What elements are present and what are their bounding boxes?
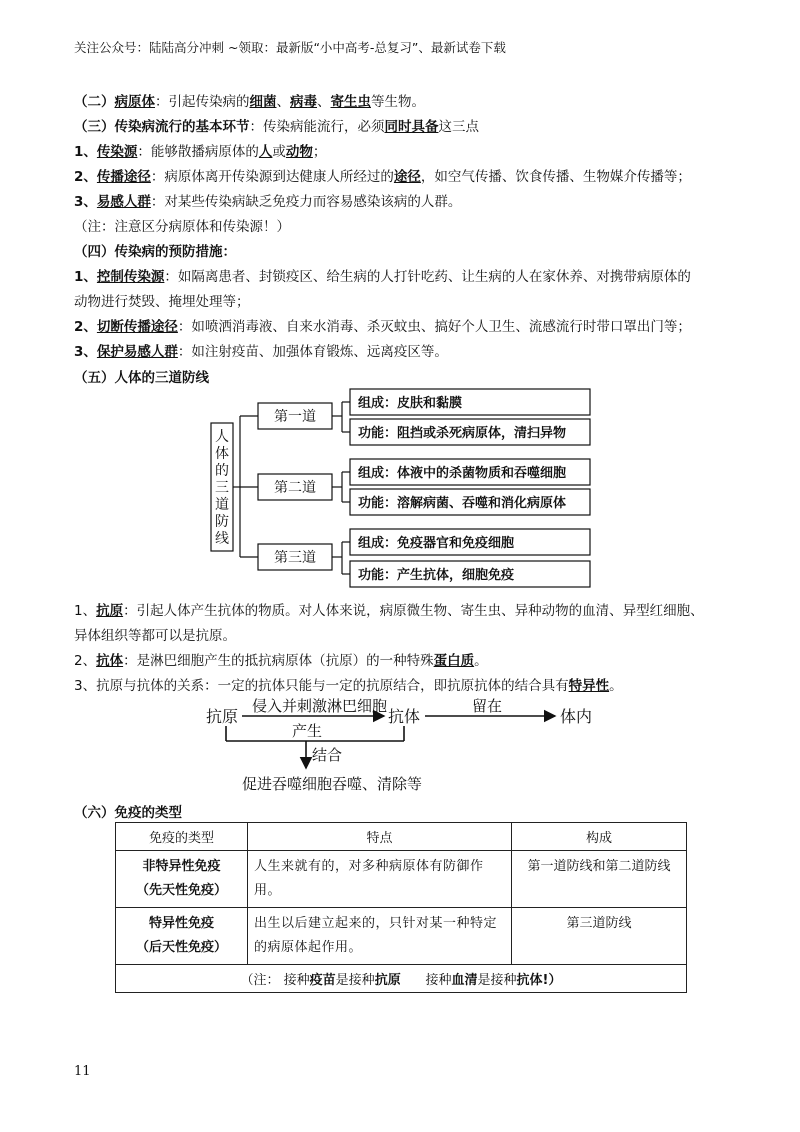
second-line-function: 功能：溶解病菌、吞噬和消化病原体 — [358, 496, 567, 511]
root-char: 线 — [215, 531, 229, 547]
flow-produce: 产生 — [292, 722, 323, 740]
first-line-function: 功能：阻挡或杀死病原体，清扫异物 — [358, 426, 567, 441]
keyword: 人 — [258, 144, 273, 160]
root-char: 体 — [215, 446, 229, 462]
text: 、 — [317, 94, 331, 110]
text: ：引起人体产生抗体的物质。对人体来说，病原微生物、寄生虫、异种动物的血清、异型红细胞、 — [123, 603, 704, 619]
term: 控制传染源 — [96, 269, 165, 285]
type-alias: （后天性免疫） — [135, 940, 227, 955]
term: 抗体 — [96, 653, 124, 669]
text: ：是淋巴细胞产生的抵抗病原体（抗原）的一种特殊 — [123, 653, 434, 669]
table-header: 免疫的类型 — [116, 823, 248, 851]
text: ：对某些传染病缺乏免疫力而容易感染该病的人群。 — [150, 194, 462, 210]
keyword: 抗原 — [374, 973, 401, 988]
table-header-row — [116, 823, 687, 851]
keyword: 抗体 — [516, 973, 543, 988]
item-number: 3、 — [74, 194, 97, 210]
table-note-row — [116, 965, 687, 993]
text: 这三点 — [438, 119, 479, 135]
section-number: （三） — [74, 119, 115, 135]
text: 是接种 — [477, 973, 517, 988]
line-name-third: 第三道 — [274, 550, 316, 566]
flow-combine: 结合 — [312, 746, 343, 764]
root-char: 人 — [215, 429, 229, 445]
third-line-function: 功能：产生抗体，细胞免疫 — [358, 568, 515, 583]
term: 易感人群 — [96, 194, 151, 210]
text: ：引起传染病的 — [155, 94, 250, 110]
term: 传染源 — [96, 144, 138, 160]
text: ：如隔离患者、封锁疫区、给生病的人打针吃药、让生病的人在家休养、对携带病原体的 — [164, 269, 691, 285]
feature-cell: 出生以后建立起来的，只针对某一种特定的病原体起作用。 — [248, 908, 512, 965]
text: !） — [542, 973, 562, 988]
text: 、 — [276, 94, 290, 110]
flow-antibody: 抗体 — [388, 707, 421, 726]
keyword: 蛋白质 — [433, 653, 475, 669]
term: 抗原 — [96, 603, 124, 619]
keyword: 血清 — [451, 973, 478, 988]
item-number: 1、 — [74, 603, 97, 619]
term: 保护易感人群 — [96, 344, 178, 360]
text: 等生物。 — [371, 94, 425, 110]
flow-body: 体内 — [560, 707, 593, 726]
line-name-second: 第二道 — [274, 480, 316, 496]
text: ，如空气传播、饮食传播、生物媒介传播等； — [420, 169, 691, 185]
table-row — [116, 908, 687, 965]
item-number: 2、 — [74, 319, 97, 335]
root-char: 三 — [215, 480, 229, 496]
flow-stimulate: 侵入并刺激淋巴细胞 — [252, 697, 388, 715]
third-line-composition: 组成：免疫器官和免疫细胞 — [358, 536, 515, 551]
keyword: 病毒 — [290, 94, 317, 110]
composition-cell: 第一道防线和第二道防线 — [512, 851, 687, 908]
keyword: 动物 — [285, 144, 313, 160]
text: 。 — [474, 653, 488, 669]
antigen-def-line2: 异体组织等都可以是抗原。 — [74, 628, 236, 644]
keyword: 特异性 — [568, 678, 610, 694]
section-three-defenses: （五）人体的三道防线 — [74, 370, 209, 386]
text: ：传染病能流行，必须 — [249, 119, 385, 135]
table-header: 构成 — [512, 823, 687, 851]
keyword: 同时具备 — [384, 119, 439, 135]
term: 切断传播途径 — [96, 319, 178, 335]
immunity-table — [115, 822, 687, 993]
text: 或 — [272, 144, 286, 160]
first-line-composition: 组成：皮肤和黏膜 — [358, 396, 463, 411]
text: 是接种 — [335, 973, 375, 988]
section-number: （二） — [74, 94, 115, 110]
term-pathogen: 病原体 — [114, 94, 155, 110]
text: ：能够散播病原体的 — [137, 144, 259, 160]
type-name: 特异性免疫 — [148, 916, 214, 931]
text: ：如喷洒消毒液、自来水消毒、杀灭蚊虫、搞好个人卫生、流感流行时带口罩出门等； — [177, 319, 691, 335]
root-char: 防 — [215, 514, 229, 530]
page-number: 11 — [74, 1064, 91, 1079]
keyword: 寄生虫 — [330, 94, 371, 110]
type-cell — [116, 851, 248, 908]
text: 。 — [609, 678, 623, 694]
item-number: 2、 — [74, 169, 97, 185]
item-number: 1、 — [74, 144, 97, 160]
table-header: 特点 — [248, 823, 512, 851]
keyword: 细菌 — [249, 94, 277, 110]
table-row — [116, 851, 687, 908]
item-number: 1、 — [74, 269, 97, 285]
keyword: 疫苗 — [309, 973, 336, 988]
flow-result: 促进吞噬细胞吞噬、清除等 — [242, 775, 423, 793]
text: （注： 接种 — [240, 973, 310, 988]
composition-cell: 第三道防线 — [512, 908, 687, 965]
table-note — [116, 965, 687, 993]
section-title: 传染病的预防措施 — [114, 244, 223, 260]
text: ： — [222, 244, 236, 260]
note-distinguish: （注：注意区分病原体和传染源！） — [74, 219, 290, 235]
text: 3、抗原与抗体的关系：一定的抗体只能与一定的抗原结合，即抗原抗体的结合具有 — [74, 678, 569, 694]
section-number: （四） — [74, 244, 115, 260]
text: 接种 — [400, 973, 452, 988]
type-cell — [116, 908, 248, 965]
flow-antigen: 抗原 — [206, 707, 239, 726]
item-number: 3、 — [74, 344, 97, 360]
prevention-1-line2: 动物进行焚毁、掩埋处理等； — [74, 294, 250, 310]
item-number: 2、 — [74, 653, 97, 669]
text: ：病原体离开传染源到达健康人所经过的 — [150, 169, 394, 185]
flow-remain: 留在 — [472, 697, 503, 715]
line-name-first: 第一道 — [274, 409, 316, 425]
section-immunity-types: （六）免疫的类型 — [74, 805, 182, 821]
type-name: 非特异性免疫 — [142, 859, 221, 874]
text: ：如注射疫苗、加强体育锻炼、远离疫区等。 — [177, 344, 448, 360]
page-header: 关注公众号：陆陆高分冲刺 ~领取：最新版“小中高考-总复习”、最新试卷下载 — [74, 40, 506, 55]
root-char: 的 — [215, 463, 229, 479]
root-char: 道 — [215, 497, 229, 513]
type-alias: （先天性免疫） — [135, 883, 227, 898]
feature-cell: 人生来就有的，对多种病原体有防御作用。 — [248, 851, 512, 908]
term: 传播途径 — [96, 169, 151, 185]
second-line-composition: 组成：体液中的杀菌物质和吞噬细胞 — [358, 466, 567, 481]
section-title: 传染病流行的基本环节 — [114, 119, 250, 135]
text: ； — [312, 144, 327, 160]
keyword: 途径 — [393, 169, 421, 185]
